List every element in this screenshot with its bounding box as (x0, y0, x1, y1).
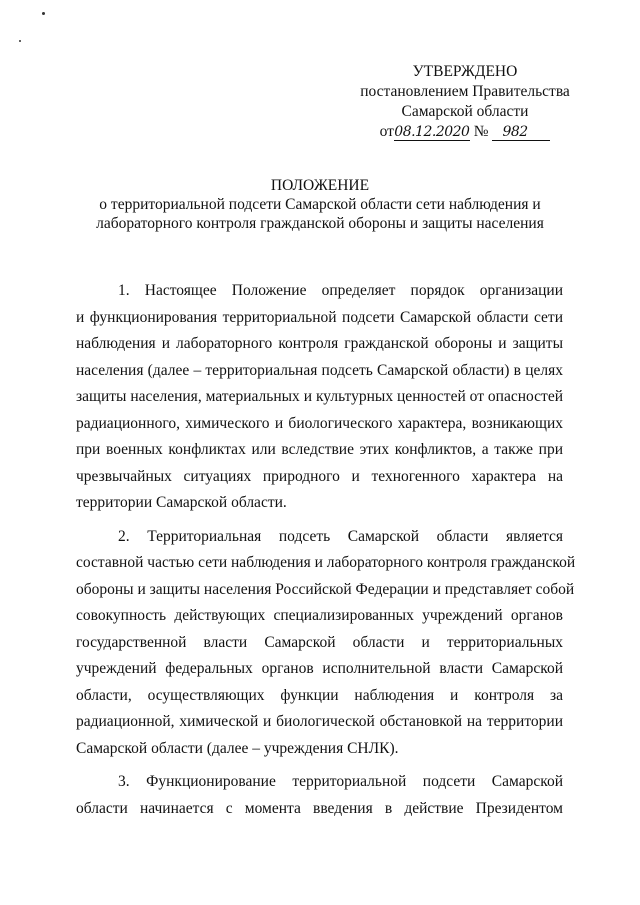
document-subtitle-line-1: о территориальной подсети Самарской области сети наблюдения и (99, 196, 541, 213)
document-title: ПОЛОЖЕНИЕ (270, 177, 370, 194)
scan-speck (42, 12, 45, 15)
number-prefix: № (473, 123, 489, 140)
paragraph-3 (76, 769, 563, 822)
paragraph-line: государственной власти Самарской области и территориальных (76, 633, 563, 651)
date-prefix: от (379, 123, 394, 140)
approval-line-1: постановлением Правительства (360, 83, 570, 100)
paragraph-line: учреждений федеральных органов исполнительной власти Самарской (76, 660, 563, 677)
approval-stamp-block (360, 62, 570, 142)
paragraph-line: 1. Настоящее Положение определяет порядок организации (118, 282, 563, 299)
paragraph-line: радиационного, химического и биологического характера, возникающих (76, 414, 563, 432)
paragraph-line: 3. Функционирование территориальной подсети Самарской (118, 773, 563, 790)
paragraph-line: при военных конфликтах или вследствие этих конфликтов, а также при (76, 441, 563, 458)
paragraph-line: территории Самарской области. (76, 494, 287, 511)
paragraph-2 (76, 524, 576, 763)
paragraph-line: населения (далее – территориальная подсеть Самарской области) в целях (76, 361, 563, 379)
document-heading (60, 176, 580, 233)
paragraph-line: защиты населения, материальных и культурных ценностей от опасностей (76, 388, 563, 405)
paragraph-line: чрезвычайных ситуациях природного и техногенного характера на (76, 467, 563, 485)
approval-title: УТВЕРЖДЕНО (412, 63, 518, 80)
handwritten-date: 08.12.2020 (394, 124, 470, 140)
paragraph-line: совокупность действующих специализированных учреждений органов (76, 607, 563, 624)
document-body (76, 278, 576, 822)
approval-date-line (360, 122, 570, 142)
paragraph-line: области, осуществляющих функции наблюдения и контроля за (76, 686, 563, 704)
paragraph-line: области начинается с момента введения в действие Президентом (76, 799, 563, 817)
date-field (394, 124, 470, 141)
paragraph-line: радиационной, химической и биологической обстановкой на территории (76, 713, 563, 730)
paragraph-line: Самарской области (далее – учреждения СНЛК). (76, 739, 399, 757)
paragraph-line: и функционирования территориальной подсети Самарской области сети (76, 308, 563, 326)
scan-speck (19, 40, 21, 42)
document-subtitle-line-2: лабораторного контроля гражданской обороны и защиты населения (96, 215, 544, 232)
number-field (492, 124, 550, 141)
paragraph-line: составной частью сети наблюдения и лабораторного контроля гражданской (76, 554, 576, 571)
paragraph-line: обороны и защиты населения Российской Федерации и представляет собой (76, 580, 575, 598)
handwritten-number: 982 (502, 124, 528, 140)
paragraph-line: 2. Территориальная подсеть Самарской области является (118, 527, 563, 545)
approval-line-2: Самарской области (401, 103, 529, 120)
paragraph-1 (76, 278, 563, 517)
paragraph-line: наблюдения и лабораторного контроля гражданской обороны и защиты (76, 335, 563, 352)
